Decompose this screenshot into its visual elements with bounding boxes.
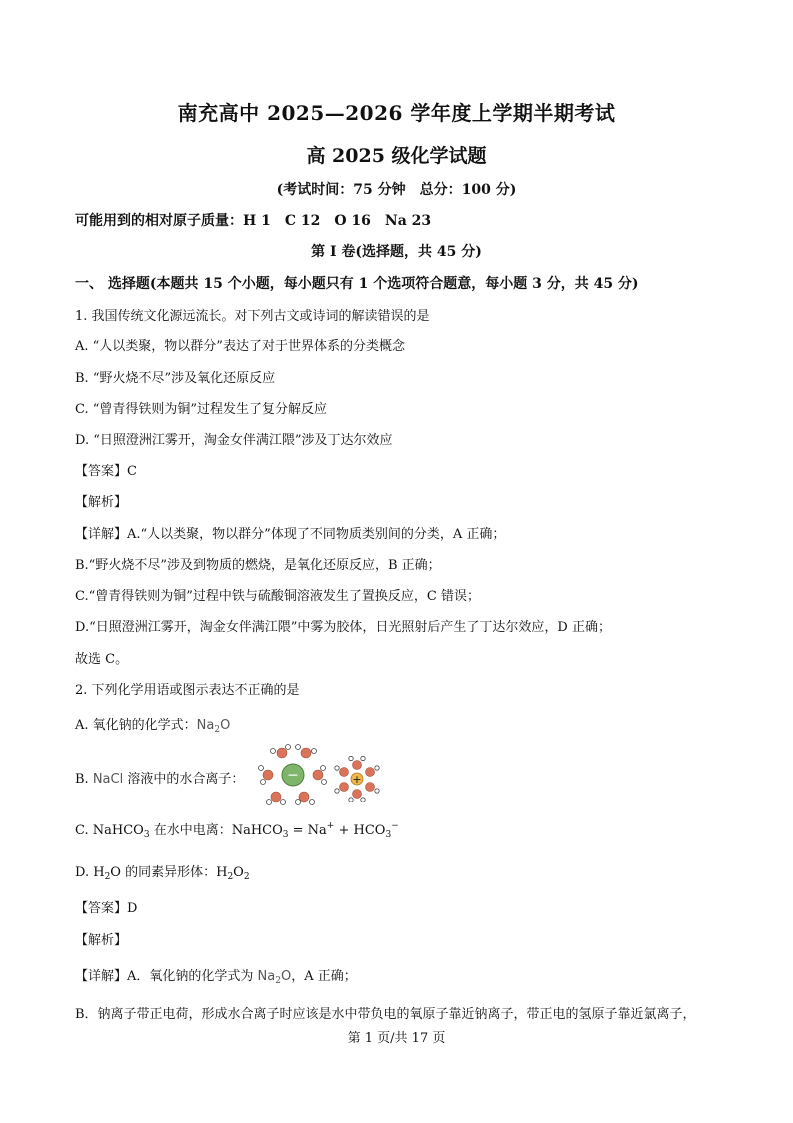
exam-title: 南充高中 2025—2026 学年度上学期半期考试 bbox=[177, 101, 616, 125]
q1-option-b: B. “野火烧不尽”涉及氧化还原反应 bbox=[75, 371, 276, 386]
atomic-mass-line: 可能用到的相对原子质量：H 1 C 12 O 16 Na 23 bbox=[75, 213, 432, 229]
q2-option-b: B. NaCl 溶液中的水合离子： bbox=[75, 772, 245, 787]
exam-subtitle: 高 2025 级化学试题 bbox=[306, 145, 487, 167]
q1-stem: 1. 我国传统文化源远流长。对下列古文或诗词的解读错误的是 bbox=[75, 309, 430, 324]
q2-option-a: A. 氧化钠的化学式：$Na_2O$ bbox=[75, 718, 231, 735]
page-footer: 第 1 页/共 17 页 bbox=[347, 1031, 446, 1046]
sodium-sign: + bbox=[352, 773, 362, 786]
q1-answer: 【答案】C bbox=[75, 464, 137, 479]
q1-detail-c: C.“曾青得铁则为铜”过程中铁与硫酸铜溶液发生了置换反应，C 错误； bbox=[75, 589, 480, 604]
chloride-sign: − bbox=[287, 767, 299, 784]
hydrated-chloride-ion-diagram bbox=[258, 744, 328, 806]
q2-stem: 2. 下列化学用语或图示表达不正确的是 bbox=[75, 683, 300, 698]
q2-option-c: C. NaHCO$_3$ 在水中电离：NaHCO$_3$ = $Na^+ + HCO_3^-$ bbox=[75, 821, 399, 840]
q2-detail-a: 【详解】A．氧化钠的化学式为 $Na_2O$，A 正确； bbox=[75, 969, 357, 986]
q1-detail-b: B.“野火烧不尽”涉及到物质的燃烧，是氧化还原反应，B 正确； bbox=[75, 558, 441, 573]
q1-detail-d: D.“日照澄洲江雾开，淘金女伴满江隈”中雾为胶体，日光照射后产生了丁达尔效应，D 正确； bbox=[75, 620, 611, 635]
q1-conclusion: 故选 C。 bbox=[75, 652, 129, 667]
q1-detail-a: 【详解】A.“人以类聚，物以群分”体现了不同物质类别间的分类，A 正确； bbox=[75, 527, 506, 542]
q2-answer: 【答案】D bbox=[75, 901, 138, 916]
hydrated-sodium-ion-diagram bbox=[334, 756, 380, 802]
q1-option-c: C. “曾青得铁则为铜”过程发生了复分解反应 bbox=[75, 402, 328, 417]
exam-info: (考试时间：75 分钟 总分：100 分) bbox=[276, 182, 517, 198]
q2-detail-b: B．钠离子带正电荷，形成水合离子时应该是水中带负电的氧原子靠近钠离子，带正电的氢原子靠近氯离子， bbox=[75, 1007, 696, 1022]
q1-analysis-label: 【解析】 bbox=[75, 495, 128, 510]
q1-option-d: D. “日照澄洲江雾开，淘金女伴满江隈”涉及丁达尔效应 bbox=[75, 433, 393, 448]
q2-analysis-label: 【解析】 bbox=[75, 933, 128, 948]
q1-option-a: A. “人以类聚，物以群分”表达了对于世界体系的分类概念 bbox=[75, 339, 405, 354]
part-title: 第 I 卷(选择题，共 45 分) bbox=[311, 244, 482, 260]
section-instruction: 一、 选择题(本题共 15 个小题，每小题只有 1 个选项符合题意，每小题 3 分，共 45 分) bbox=[75, 276, 639, 292]
q2-option-d: D. $H_2O$ 的同素异形体：$H_2O_2$ bbox=[75, 865, 250, 882]
